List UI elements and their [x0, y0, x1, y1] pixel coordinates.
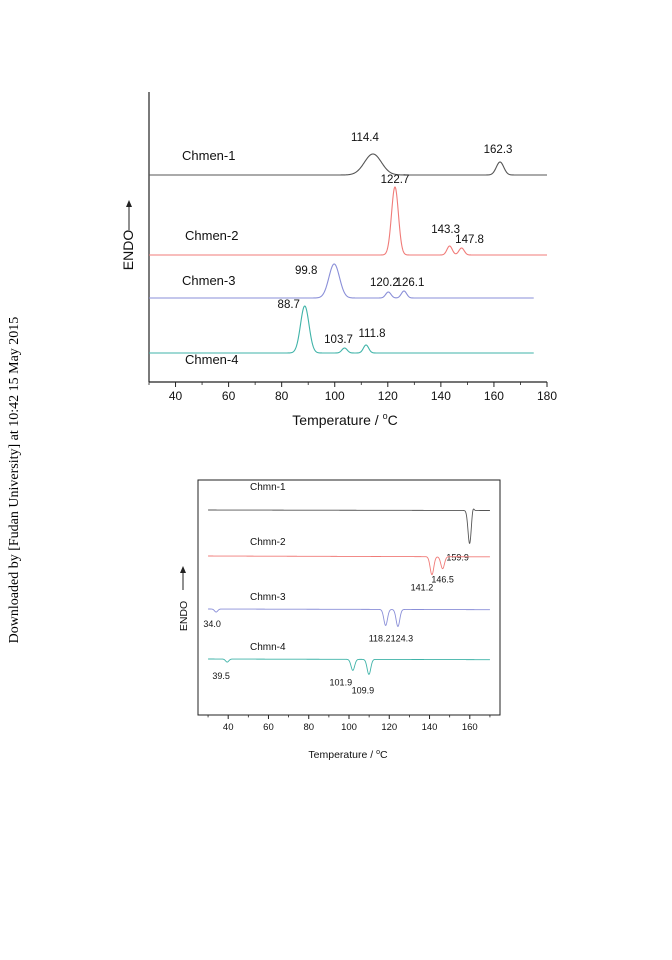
peak-label: 109.9 — [351, 685, 375, 696]
x-tick-label: 40 — [168, 389, 183, 403]
peak-label: 147.8 — [455, 234, 484, 246]
endo-arrow-head — [126, 200, 132, 207]
series-label: Chmen-2 — [185, 228, 239, 243]
peak-label: 141.2 — [410, 582, 434, 593]
y-axis-title: ENDO — [178, 600, 190, 632]
peak-label: 34.0 — [203, 619, 221, 630]
peak-label: 122.7 — [380, 174, 410, 186]
series-line-chmn-4 — [208, 659, 490, 674]
x-tick-label: 140 — [421, 722, 438, 733]
x-tick-label: 60 — [221, 389, 236, 403]
series-label: Chmn-3 — [250, 592, 286, 603]
peak-label: 39.5 — [212, 671, 230, 682]
side-note: Downloaded by [Fudan University] at 10:42 15 May 2015 — [7, 316, 22, 644]
peak-label: 159.9 — [446, 552, 469, 563]
peak-label: 99.8 — [295, 265, 318, 277]
peak-label: 126.1 — [395, 277, 425, 289]
peak-label: 124.3 — [390, 633, 414, 644]
x-tick-label: 180 — [536, 389, 558, 403]
chart-1 — [120, 92, 557, 428]
x-tick-label: 160 — [461, 722, 478, 733]
series-label: Chmen-3 — [182, 273, 236, 288]
y-axis-title: ENDO — [120, 229, 136, 271]
peak-label: 88.7 — [277, 299, 300, 311]
series-label: Chmn-2 — [250, 537, 286, 548]
x-tick-label: 140 — [430, 389, 451, 403]
peak-label: 114.4 — [350, 132, 379, 144]
series-line-chmn-3 — [208, 609, 490, 626]
series-label: Chmen-1 — [182, 148, 236, 163]
peak-label: 162.3 — [483, 144, 513, 156]
x-tick-label: 120 — [377, 389, 398, 403]
series-line-chmen-2 — [149, 187, 547, 255]
x-tick-label: 120 — [381, 722, 398, 733]
x-tick-label: 100 — [341, 722, 357, 733]
x-tick-label: 40 — [222, 722, 234, 733]
peak-label: 111.8 — [358, 328, 386, 340]
x-axis-title: Temperature / $^o$C — [308, 749, 388, 761]
peak-label: 143.3 — [431, 224, 461, 236]
x-axis-title: Temperature / $^o$C — [292, 411, 398, 428]
chart-2 — [178, 480, 500, 761]
peak-label: 103.7 — [324, 334, 353, 346]
x-tick-label: 60 — [263, 722, 274, 733]
series-label: Chmn-1 — [250, 482, 286, 493]
peak-label: 101.9 — [329, 677, 353, 688]
peak-label: 146.5 — [431, 574, 454, 585]
endo-arrow-head — [180, 566, 186, 573]
x-tick-label: 100 — [324, 389, 345, 403]
peak-label: 118.2 — [368, 633, 391, 644]
series-label: Chmen-4 — [185, 352, 239, 367]
peak-label: 120.2 — [369, 277, 399, 289]
x-tick-label: 80 — [274, 389, 289, 403]
x-tick-label: 160 — [483, 389, 504, 403]
x-tick-label: 80 — [303, 722, 315, 733]
series-label: Chmn-4 — [250, 642, 286, 653]
